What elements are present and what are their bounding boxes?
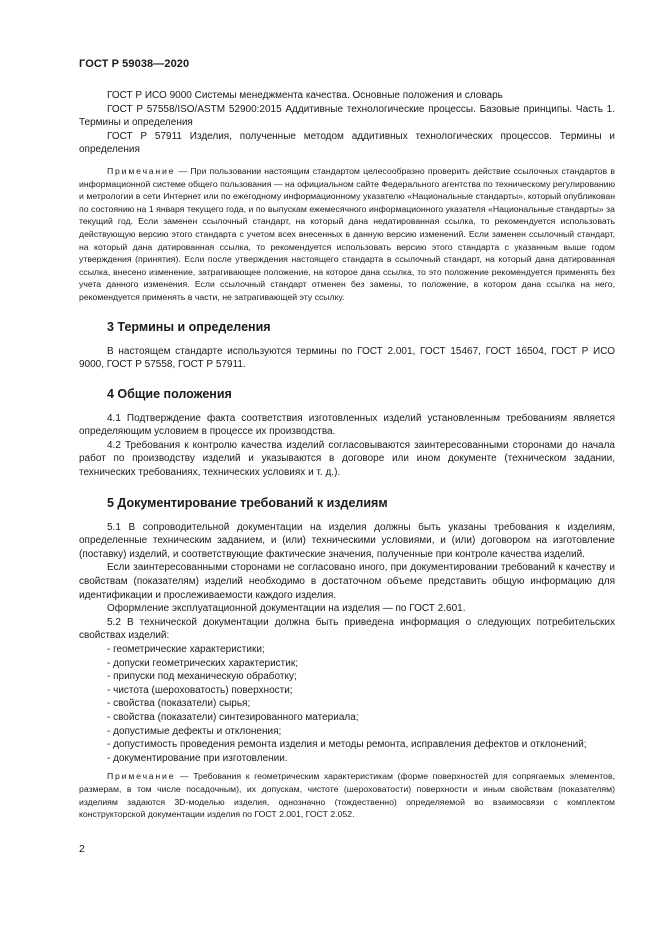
list-item: - допустимые дефекты и отклонения; — [107, 725, 282, 737]
standard-header: ГОСТ Р 59038—2020 — [79, 58, 190, 70]
document-page — [79, 58, 615, 821]
reference-gost-r-57558: ГОСТ Р 57558/ISO/ASTM 52900:2015 Аддитивные технологические процессы. Базовые принципы. Часть 1. Термины и определения — [79, 103, 615, 129]
list-item: - допуски геометрических характеристик; — [107, 657, 298, 669]
clause-4-2: 4.2 Требования к контролю качества изделий согласовываются заинтересованными сторонами до начала работ по производству изделий и указываются в договоре или ином документе (техническом задании, технических требованиях, технических условиях и т. д.). — [79, 439, 615, 479]
note-label: Примечание — [107, 771, 176, 782]
list-item: - геометрические характеристики; — [107, 644, 265, 655]
note-text: — Требования к геометрическим характеристикам (форме поверхностей для сопрягаемых элементов, размерам, в том числе посадочным), их допускам, чистоте (шероховатости) поверхности и иным свойствам (показателям) изделиям задаются 3D-моделью изделия, однозначно (тождественно) определяемой во взаимосвязи с комплектом конструкторской документации изделия по ГОСТ 2.001, ГОСТ 2.052. — [79, 771, 615, 820]
list-item: - чистота (шероховатость) поверхности; — [107, 684, 293, 696]
note-text: — При пользовании настоящим стандартом целесообразно проверить действие ссылочных стандартов в информационной системе общего пользования — на официальном сайте Федерального агентства по техническому регулированию и метрологии в сети Интернет или по ежегодному информационному указателю «Национальные стандарты», который опубликован по состоянию на 1 января текущего года, и по выпускам ежемесячного информационного указателя «Национальные стандарты» за текущий год. Если заменен ссылочный стандарт, на который дана недатированная ссылка, то рекомендуется использовать действующую версию этого стандарта с учетом всех внесенных в данную версию изменений. Если заменен ссылочный стандарт, на который дана датированная ссылка, то рекомендуется использовать версию этого стандарта с указанным выше годом утверждения (принятия). Если после утверждения настоящего стандарта в ссылочный стандарт, на который дана датированная ссылка, внесено изменение, затрагивающее положение, на которое дана ссылка, то это положение рекомендуется применять без учета данного изменения. Если ссылочный стандарт отменен без замены, то положение, в котором дана ссылка на него, рекомендуется применять в части, не затрагивающей эту ссылку. — [79, 165, 615, 302]
note-label: Примечание — [107, 165, 176, 176]
clause-5-1-operational-docs: Оформление эксплуатационной документации на изделия — по ГОСТ 2.601. — [107, 603, 466, 615]
section-3-title: 3 Термины и определения — [107, 319, 271, 334]
reference-gost-r-57911: ГОСТ Р 57911 Изделия, полученные методом аддитивных технологических процессов. Термины и определения — [79, 130, 615, 156]
clause-5-1-identification: Если заинтересованными сторонами не согласовано иного, при документировании требований к качеству и свойствам (показателям) изделий необходимо в достаточном объеме представить общую информацию для идентификации и прослеживаемости каждого изделия. — [79, 562, 615, 601]
page-number: 2 — [79, 843, 85, 855]
list-item: - свойства (показатели) синтезированного материала; — [107, 711, 359, 723]
note-geometric-requirements — [79, 770, 615, 820]
list-item: - допустимость проведения ремонта изделия и методы ремонта, исправления дефектов и отклонений; — [107, 739, 587, 751]
consumer-properties-list — [79, 643, 615, 765]
list-item: - документирование при изготовлении. — [107, 752, 288, 764]
list-item: - припуски под механическую обработку; — [107, 671, 297, 683]
clause-5-1: 5.1 В сопроводительной документации на изделия должны быть указаны требования к изделиям, определенные техническим заданием, и (или) техническими условиями, и (или) договором на изготовление (поставку) изделий, и соответствующие фактические значения, полученные при контроле качества изделий. — [79, 521, 615, 560]
list-item: - свойства (показатели) сырья; — [107, 698, 251, 710]
clause-4-1: 4.1 Подтверждение факта соответствия изготовленных изделий установленным требованиям является определяющим условием в процессе их производства. — [79, 412, 615, 438]
clause-5-2: 5.2 В технической документации должна быть приведена информация о следующих потребительских свойствах изделий: — [79, 616, 615, 642]
section-4-title: 4 Общие положения — [107, 386, 232, 401]
section-3-text: В настоящем стандарте используются термины по ГОСТ 2.001, ГОСТ 15467, ГОСТ 16504, ГОСТ Р ИСО 9000, ГОСТ Р 57558, ГОСТ Р 57911. — [79, 345, 615, 371]
reference-gost-r-iso-9000: ГОСТ Р ИСО 9000 Системы менеджмента качества. Основные положения и словарь — [107, 90, 503, 101]
section-5-title: 5 Документирование требований к изделиям — [107, 495, 388, 510]
note-references — [79, 165, 615, 304]
